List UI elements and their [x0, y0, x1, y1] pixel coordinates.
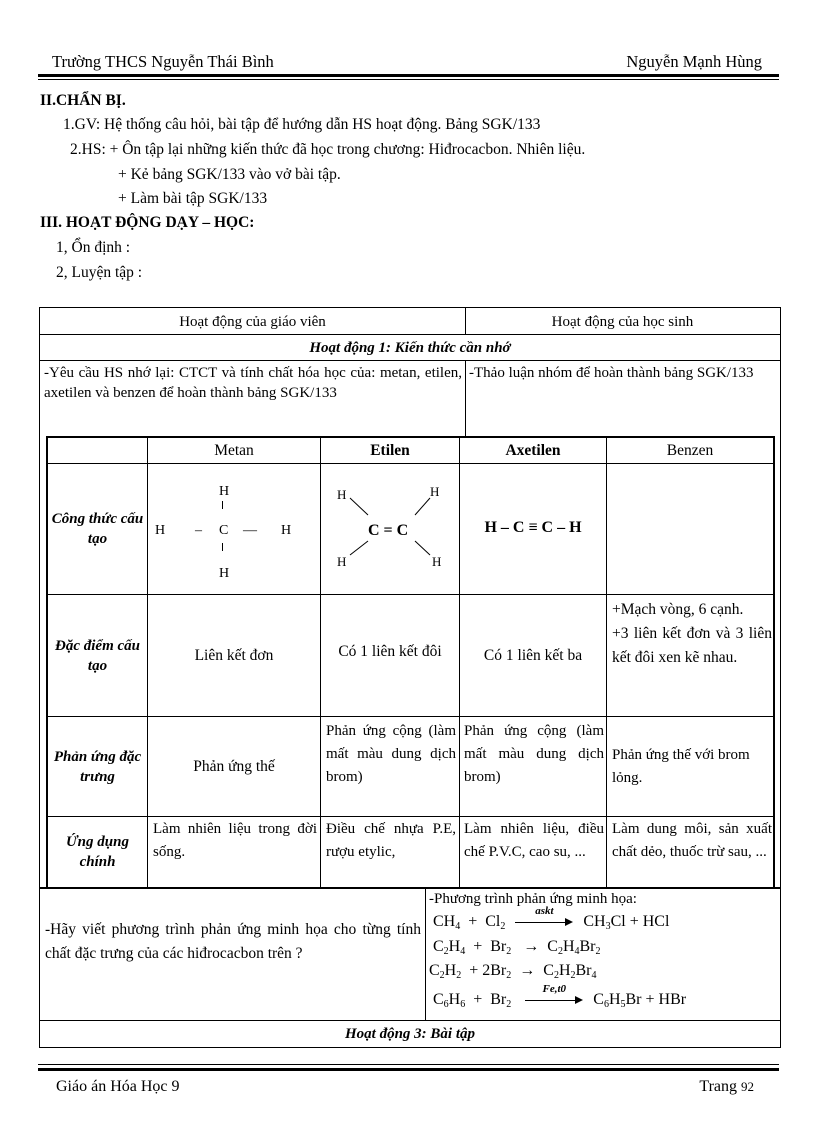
phanung-benzen: Phản ứng thế với brom lỏng. [612, 746, 750, 786]
inner-header-axetilen: Axetilen [505, 442, 561, 459]
inner-header-benzen: Benzen [666, 442, 714, 459]
phanung-metan: Phản ứng thế [193, 757, 275, 775]
header-rule-thick [38, 74, 779, 77]
activity1-title: Hoạt động 1: Kiến thức cần nhớ [309, 340, 511, 356]
col-student-header: Hoạt động của học sinh [551, 314, 694, 330]
prep-gv: 1.GV: Hệ thống câu hỏi, bài tập để hướng dẫn HS hoạt động. Bảng SGK/133 [63, 116, 541, 133]
col-teacher-header: Hoạt động của giáo viên [179, 314, 326, 330]
prep-hs3: + Làm bài tập SGK/133 [118, 190, 268, 207]
student-response-1: -Thảo luận nhóm để hoàn thành bảng SGK/133 [469, 365, 754, 381]
equation-1-condition: askt [535, 905, 554, 918]
equation-4-condition: Fe,t0 [542, 983, 567, 996]
dacdiem-metan: Liên kết đơn [194, 646, 274, 664]
ungdung-axetilen: Làm nhiên liệu, điều chế P.V.C, cao su, ... [464, 821, 604, 860]
teacher-request-2: -Hãy viết phương trình phản ứng minh họa cho từng tính chất đặc trưng của các hiđrocacbon trên ? [45, 921, 421, 962]
equation-2: $C_2H_4 + Br_2 \to C_2H_4Br_2$ [433, 938, 601, 957]
header-school: Trường THCS Nguyễn Thái Bình [52, 52, 274, 71]
phanung-etilen: Phản ứng cộng (làm mất màu dung dịch brom) [326, 723, 456, 785]
inner-header-etilen: Etilen [370, 442, 410, 459]
equation-4: $C_6H_6 + Br_2$ Fe,t0 $C_6H_5Br$ + HBr [433, 983, 687, 1010]
prep-heading: II.CHẨN BỊ. [40, 92, 126, 109]
ungdung-etilen: Điều chế nhựa P.E, rượu etylic, [326, 821, 456, 860]
ungdung-benzen: Làm dung môi, sản xuất chất dẻo, thuốc trừ sau, ... [612, 821, 772, 860]
phanung-axetilen: Phản ứng cộng (làm mất màu dung dịch brom) [464, 723, 604, 785]
equation-1: $CH_4 + Cl_2$ askt $CH_3Cl$ + HCl [433, 905, 670, 932]
prep-hs1: 2.HS: + Ôn tập lại những kiến thức đã học trong chương: Hiđrocacbon. Nhiên liệu. [70, 141, 586, 158]
dacdiem-benzen: +Mạch vòng, 6 cạnh. +3 liên kết đơn và 3 liên kết đôi xen kẽ nhau. [612, 601, 772, 666]
header-rule-thin [38, 79, 779, 80]
row-label-ctct: Công thức cấu tạo [51, 511, 144, 547]
dacdiem-axetilen: Có 1 liên kết ba [483, 646, 583, 664]
activity-step2: 2, Luyện tập : [56, 264, 143, 281]
footer-title: Giáo án Hóa Học 9 [56, 1078, 180, 1095]
teacher-request-1: -Yêu cầu HS nhớ lại: CTCT và tính chất hóa học của: metan, etilen, axetilen và benzen để hoàn thành bảng SGK/133 [44, 365, 462, 401]
footer-rule-thick [38, 1068, 779, 1071]
row-label-ungdung: Ứng dụng chính [66, 834, 129, 870]
row-label-dacdiem: Đặc điểm cấu tạo [55, 637, 140, 674]
footer-rule-thin [38, 1064, 779, 1065]
footer-page-number: 92 [741, 1079, 754, 1094]
row-label-phanung: Phản ứng đặc trưng [53, 748, 142, 785]
footer-page-label: Trang [699, 1078, 737, 1095]
lesson-table: Hoạt động của giáo viên Hoạt động của học sinh Hoạt động 1: Kiến thức cần nhớ -Yêu cầu HS nhớ lại: CTCT và tính chất hóa học của: metan, etilen, axetilen và benzen để hoàn thành bảng SGK/133 -Thảo luận nhóm để hoàn thành bảng SGK/133 Metan Etilen Axetilen Benzen Công thức cấu tạo Đặc điểm cấu tạo Phản ứng đặc trưng Ứng dụng chính H H – C — H H H H C = C H H H – C ≡ C – H Liên kết đơn Có 1 liên kết đôi Có 1 liên kết ba +Mạch vòng, 6 cạnh. +3 liên kết đơn và 3 liên kết đôi xen kẽ nhau. Phản ứng thế Phản ứng cộng (làm mất màu dung dịch brom) Phản ứng cộng (làm mất màu dung dịch brom) Phản ứng thế với brom lỏng. Làm nhiên liệu trong đời sống. Điều chế nhựa P.E, rượu etylic, Làm nhiên liệu, điều chế P.V.C, cao su, ... Làm dung môi, sản xuất chất dẻo, thuốc trừ sau, ... -Hãy viết phương trình phản ứng minh họa cho từng tính chất đặc trưng của các hiđrocacbon trên ? -Phương trình phản ứng minh họa: $CH_4 + Cl_2$ askt $CH_3Cl$ + HCl $C_2H_4 + Br_2 \to C_2H_4Br_2$ $C_2H_2 + 2Br_2 \to C_2H_2Br_4$ $C_6H_6 + Br_2$ Fe,t0 $C_6H_5Br$ + HBr Hoạt động 3: Bài tập [39, 307, 781, 1048]
activity-step1: 1, Ổn định : [56, 239, 131, 256]
prep-hs2: + Kẻ bảng SGK/133 vào vở bài tập. [118, 166, 341, 183]
student-response-2-title: -Phương trình phản ứng minh họa: [429, 891, 637, 907]
dacdiem-etilen: Có 1 liên kết đôi [338, 642, 442, 660]
etilen-bonds [330, 478, 450, 578]
axetilen-structure: H – C ≡ C – H [484, 519, 582, 536]
equation-3: $C_2H_2 + 2Br_2 \to C_2H_2Br_4$ [429, 962, 597, 981]
ungdung-metan: Làm nhiên liệu trong đời sống. [153, 821, 317, 860]
activity3-title: Hoạt động 3: Bài tập [344, 1026, 475, 1042]
footer-page [699, 1078, 754, 1096]
header-teacher: Nguyễn Mạnh Hùng [626, 52, 762, 71]
activity-heading: III. HOẠT ĐỘNG DẠY – HỌC: [40, 214, 255, 231]
inner-header-metan: Metan [214, 442, 254, 459]
